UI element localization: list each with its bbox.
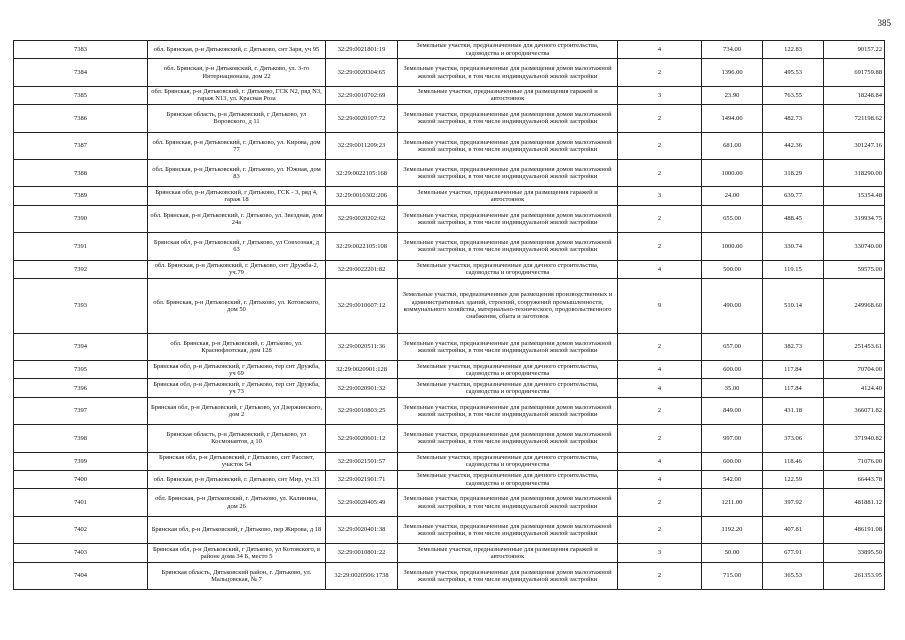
table-row [14,379,885,397]
cadastral-number-cell: 32:29:0010302:206 [326,187,398,205]
table-row [14,425,885,452]
cadastral-number-cell: 32:29:0010801:22 [326,544,398,562]
specific-value-cell: 639.77 [763,187,824,205]
cadastral-number-cell: 32:29:0020506:1738 [326,562,398,589]
specific-value-cell: 318.29 [763,159,824,186]
area-cell: 1192.20 [702,516,763,543]
specific-value-cell: 763.55 [763,86,824,104]
page-number: 385 [877,18,891,28]
address-cell: обл. Брянская, р-н Дятьковский, г. Дятьково, ул. 3-го Интернационала, дом 22 [148,59,326,86]
area-cell: 681.00 [702,132,763,159]
row-number: 7399 [14,452,148,470]
cadastral-cost-cell: 90157.22 [824,41,885,59]
row-number: 7386 [14,105,148,132]
specific-value-cell: 118.46 [763,452,824,470]
address-cell: обл. Брянская, р-н Дятьковский, г. Дятьково, ул. Звездная, дом 24а [148,205,326,232]
table-row [14,516,885,543]
row-number: 7390 [14,205,148,232]
cadastral-cost-cell: 18248.84 [824,86,885,104]
category-cell: 2 [618,205,702,232]
land-use-cell: Земельные участки, предназначенные для размещения домов малоэтажной жилой застройки, в том числе индивидуальной жилой застройки [398,159,618,186]
row-number: 7401 [14,489,148,516]
cadastral-cost-cell: 371940.82 [824,425,885,452]
cadastral-number-cell: 32:29:0020202:62 [326,205,398,232]
area-cell: 490.00 [702,278,763,333]
land-use-cell: Земельные участки, предназначенные для дачного строительства, садоводства и огородничества [398,379,618,397]
cadastral-cost-cell: 481881.12 [824,489,885,516]
area-cell: 1396.00 [702,59,763,86]
category-cell: 2 [618,159,702,186]
cadastral-number-cell: 32:29:0021801:19 [326,41,398,59]
land-use-cell: Земельные участки, предназначенные для размещения гаражей и автостоянок [398,187,618,205]
table-row [14,489,885,516]
cadastral-cost-cell: 71076.00 [824,452,885,470]
cadastral-number-cell: 32:29:0020511:36 [326,333,398,360]
address-cell: обл. Брянская, р-н Дятьковский, г. Дятьково, ул. Калинина, дом 26 [148,489,326,516]
table-row [14,205,885,232]
specific-value-cell: 397.92 [763,489,824,516]
table-row [14,159,885,186]
cadastral-number-cell: 32:29:0020304:65 [326,59,398,86]
cadastral-cost-cell: 319934.75 [824,205,885,232]
address-cell: обл. Брянская, р-н Дятьковский, г. Дятьково, ул. Краснофлотская, дом 128 [148,333,326,360]
land-use-cell: Земельные участки, предназначенные для дачного строительства, садоводства и огородничества [398,361,618,379]
row-number: 7392 [14,260,148,278]
cadastral-cost-cell: 251453.61 [824,333,885,360]
area-cell: 1000.00 [702,233,763,260]
table-row [14,333,885,360]
address-cell: Брянская обл, р-н Дятьковский, г Дятьково, ул Котовского, в районе дома 34 Б, место 5 [148,544,326,562]
area-cell: 600.00 [702,361,763,379]
cadastral-number-cell: 32:29:0020107:72 [326,105,398,132]
category-cell: 3 [618,86,702,104]
area-cell: 849.00 [702,397,763,424]
land-use-cell: Земельные участки, предназначенные для размещения домов малоэтажной жилой застройки, в том числе индивидуальной жилой застройки [398,425,618,452]
address-cell: Брянская обл, р-н Дятьковский, г Дятьково, ул Дзержинского, дом 2 [148,397,326,424]
area-cell: 657.00 [702,333,763,360]
row-number: 7387 [14,132,148,159]
cadastral-number-cell: 32:29:0010607:12 [326,278,398,333]
land-use-cell: Земельные участки, предназначенные для размещения домов малоэтажной жилой застройки, в том числе индивидуальной жилой застройки [398,105,618,132]
address-cell: обл. Брянская, р-н Дятьковский, г. Дятьково, ул. Южная, дом 83 [148,159,326,186]
row-number: 7393 [14,278,148,333]
row-number: 7394 [14,333,148,360]
specific-value-cell: 431.18 [763,397,824,424]
address-cell: обл. Брянская, р-н Дятьковский, г. Дятьково, снт Мир, уч.33 [148,470,326,488]
address-cell: обл. Брянская, р-н Дятьковский, г. Дятьково, снт Дружба-2, уч.79 [148,260,326,278]
specific-value-cell: 122.83 [763,41,824,59]
cadastral-number-cell: 32:29:0020405:49 [326,489,398,516]
cadastral-cost-cell: 249968.60 [824,278,885,333]
area-cell: 734.00 [702,41,763,59]
row-number: 7388 [14,159,148,186]
specific-value-cell: 495.53 [763,59,824,86]
land-use-cell: Земельные участки, предназначенные для размещения домов малоэтажной жилой застройки, в том числе индивидуальной жилой застройки [398,59,618,86]
table-row [14,397,885,424]
table-row [14,187,885,205]
row-number: 7389 [14,187,148,205]
row-number: 7404 [14,562,148,589]
specific-value-cell: 677.91 [763,544,824,562]
cadastral-cost-cell: 721198.62 [824,105,885,132]
cadastral-number-cell: 32:29:0021901:71 [326,470,398,488]
cadastral-cost-cell: 33895.50 [824,544,885,562]
table-row [14,452,885,470]
category-cell: 2 [618,59,702,86]
area-cell: 1000.00 [702,159,763,186]
land-use-cell: Земельные участки, предназначенные для размещения домов малоэтажной жилой застройки, в том числе индивидуальной жилой застройки [398,397,618,424]
area-cell: 500.00 [702,260,763,278]
specific-value-cell: 482.73 [763,105,824,132]
specific-value-cell: 117.84 [763,361,824,379]
category-cell: 2 [618,562,702,589]
area-cell: 1494.00 [702,105,763,132]
table-row [14,86,885,104]
table-row [14,41,885,59]
cadastral-number-cell: 32:29:0020601:12 [326,425,398,452]
table-body [14,41,885,590]
cadastral-number-cell: 32:29:0020901:128 [326,361,398,379]
land-use-cell: Земельные участки, предназначенные для размещения гаражей и автостоянок [398,86,618,104]
table-row [14,562,885,589]
cadastral-number-cell: 32:29:0022105:168 [326,159,398,186]
specific-value-cell: 510.14 [763,278,824,333]
land-use-cell: Земельные участки, предназначенные для размещения домов малоэтажной жилой застройки, в том числе индивидуальной жилой застройки [398,132,618,159]
area-cell: 542.00 [702,470,763,488]
address-cell: обл. Брянская, р-н Дятьковский, г. Дятьково, ГСК N2, ряд N3, гараж N13, ул. Красная Роза [148,86,326,104]
address-cell: Брянская область, Дятьковский район, г. Дятьково, ул. Мальцовская, № 7 [148,562,326,589]
category-cell: 4 [618,41,702,59]
area-cell: 23.90 [702,86,763,104]
row-number: 7385 [14,86,148,104]
specific-value-cell: 373.06 [763,425,824,452]
category-cell: 4 [618,379,702,397]
address-cell: Брянская обл, р-н Дятьковский, г Дятьково, тер снт Дружба, уч 69 [148,361,326,379]
row-number: 7402 [14,516,148,543]
category-cell: 2 [618,233,702,260]
specific-value-cell: 119.15 [763,260,824,278]
category-cell: 2 [618,105,702,132]
land-use-cell: Земельные участки, предназначенные для дачного строительства, садоводства и огородничества [398,470,618,488]
address-cell: Брянская обл, р-н Дятьковский, г Дятьково, снт Рассвет, участок 54 [148,452,326,470]
category-cell: 3 [618,544,702,562]
category-cell: 2 [618,425,702,452]
category-cell: 9 [618,278,702,333]
table-row [14,260,885,278]
address-cell: Брянская обл, р-н Дятьковский, г Дятьково, пер Жирова, д 18 [148,516,326,543]
specific-value-cell: 330.74 [763,233,824,260]
cadastral-cost-cell: 330740.00 [824,233,885,260]
cadastral-cost-cell: 15354.48 [824,187,885,205]
address-cell: обл. Брянская, р-н Дятьковский, г. Дятьково, ул. Котовского, дом 50 [148,278,326,333]
category-cell: 2 [618,397,702,424]
area-cell: 50.00 [702,544,763,562]
table-row [14,132,885,159]
category-cell: 2 [618,489,702,516]
land-use-cell: Земельные участки, предназначенные для дачного строительства, садоводства и огородничества [398,260,618,278]
row-number: 7397 [14,397,148,424]
cadastral-number-cell: 32:29:0010803:25 [326,397,398,424]
registry-table [13,40,885,590]
row-number: 7383 [14,41,148,59]
category-cell: 2 [618,132,702,159]
row-number: 7395 [14,361,148,379]
cadastral-number-cell: 32:29:0010702:69 [326,86,398,104]
land-use-cell: Земельные участки, предназначенные для дачного строительства, садоводства и огородничества [398,452,618,470]
area-cell: 997.00 [702,425,763,452]
cadastral-cost-cell: 66443.78 [824,470,885,488]
cadastral-cost-cell: 59575.00 [824,260,885,278]
row-number: 7396 [14,379,148,397]
address-cell: Брянская область, р-н Дятьковский, г Дятьково, ул Воровского, д 11 [148,105,326,132]
cadastral-cost-cell: 4124.40 [824,379,885,397]
area-cell: 1211.00 [702,489,763,516]
table-row [14,233,885,260]
cadastral-cost-cell: 261353.95 [824,562,885,589]
table-row [14,59,885,86]
table-row [14,278,885,333]
cadastral-number-cell: 32:29:0011209:23 [326,132,398,159]
table-row [14,105,885,132]
area-cell: 600.00 [702,452,763,470]
category-cell: 4 [618,470,702,488]
specific-value-cell: 442.36 [763,132,824,159]
table-row [14,470,885,488]
land-use-cell: Земельные участки, предназначенные для размещения производственных и административных зданий, строений, сооружений промышленности, коммунального хозяйства, материально-технического, продовольственного снабжения, сбыта и заготовок [398,278,618,333]
category-cell: 4 [618,361,702,379]
cadastral-cost-cell: 691759.88 [824,59,885,86]
cadastral-cost-cell: 366071.82 [824,397,885,424]
land-use-cell: Земельные участки, предназначенные для размещения домов малоэтажной жилой застройки, в том числе индивидуальной жилой застройки [398,205,618,232]
land-use-cell: Земельные участки, предназначенные для размещения домов малоэтажной жилой застройки, в том числе индивидуальной жилой застройки [398,233,618,260]
category-cell: 4 [618,260,702,278]
land-use-cell: Земельные участки, предназначенные для размещения домов малоэтажной жилой застройки, в том числе индивидуальной жилой застройки [398,489,618,516]
row-number: 7398 [14,425,148,452]
specific-value-cell: 488.45 [763,205,824,232]
row-number: 7391 [14,233,148,260]
cadastral-cost-cell: 318290.00 [824,159,885,186]
specific-value-cell: 117.84 [763,379,824,397]
land-use-cell: Земельные участки, предназначенные для дачного строительства, садоводства и огородничества [398,41,618,59]
specific-value-cell: 122.59 [763,470,824,488]
cadastral-cost-cell: 486191.08 [824,516,885,543]
cadastral-number-cell: 32:29:0020401:38 [326,516,398,543]
category-cell: 2 [618,333,702,360]
address-cell: Брянская область, р-н Дятьковский, г Дятьково, ул Космонавтов, д 10 [148,425,326,452]
category-cell: 4 [618,452,702,470]
cadastral-cost-cell: 301247.16 [824,132,885,159]
category-cell: 3 [618,187,702,205]
specific-value-cell: 407.81 [763,516,824,543]
area-cell: 655.00 [702,205,763,232]
area-cell: 715.00 [702,562,763,589]
specific-value-cell: 365.53 [763,562,824,589]
land-use-cell: Земельные участки, предназначенные для размещения домов малоэтажной жилой застройки, в том числе индивидуальной жилой застройки [398,562,618,589]
cadastral-number-cell: 32:29:0022105:108 [326,233,398,260]
specific-value-cell: 382.73 [763,333,824,360]
address-cell: Брянская обл, р-н Дятьковский, г Дятьково, ул Совхозная, д 63 [148,233,326,260]
row-number: 7384 [14,59,148,86]
cadastral-number-cell: 32:29:0021501:57 [326,452,398,470]
address-cell: обл. Брянская, р-н Дятьковский, г. Дятьково, снт Заря, уч 95 [148,41,326,59]
land-use-cell: Земельные участки, предназначенные для размещения домов малоэтажной жилой застройки, в том числе индивидуальной жилой застройки [398,333,618,360]
category-cell: 2 [618,516,702,543]
table-row [14,361,885,379]
row-number: 7403 [14,544,148,562]
area-cell: 24.00 [702,187,763,205]
cadastral-cost-cell: 70704.00 [824,361,885,379]
address-cell: Брянская обл, р-н Дятьковский, г Дятьково, тер снт Дружба, уч 73 [148,379,326,397]
area-cell: 35.00 [702,379,763,397]
address-cell: Брянская обл, р-н Дятьковский, г Дятьково, ГСК - 3, ряд 4, гараж 18 [148,187,326,205]
address-cell: обл. Брянская, р-н Дятьковский, г. Дятьково, ул. Кирова, дом 77 [148,132,326,159]
land-use-cell: Земельные участки, предназначенные для размещения домов малоэтажной жилой застройки, в том числе индивидуальной жилой застройки [398,516,618,543]
land-use-cell: Земельные участки, предназначенные для размещения гаражей и автостоянок [398,544,618,562]
table-row [14,544,885,562]
cadastral-number-cell: 32:29:0022201:82 [326,260,398,278]
row-number: 7400 [14,470,148,488]
cadastral-number-cell: 32:29:0020901:32 [326,379,398,397]
